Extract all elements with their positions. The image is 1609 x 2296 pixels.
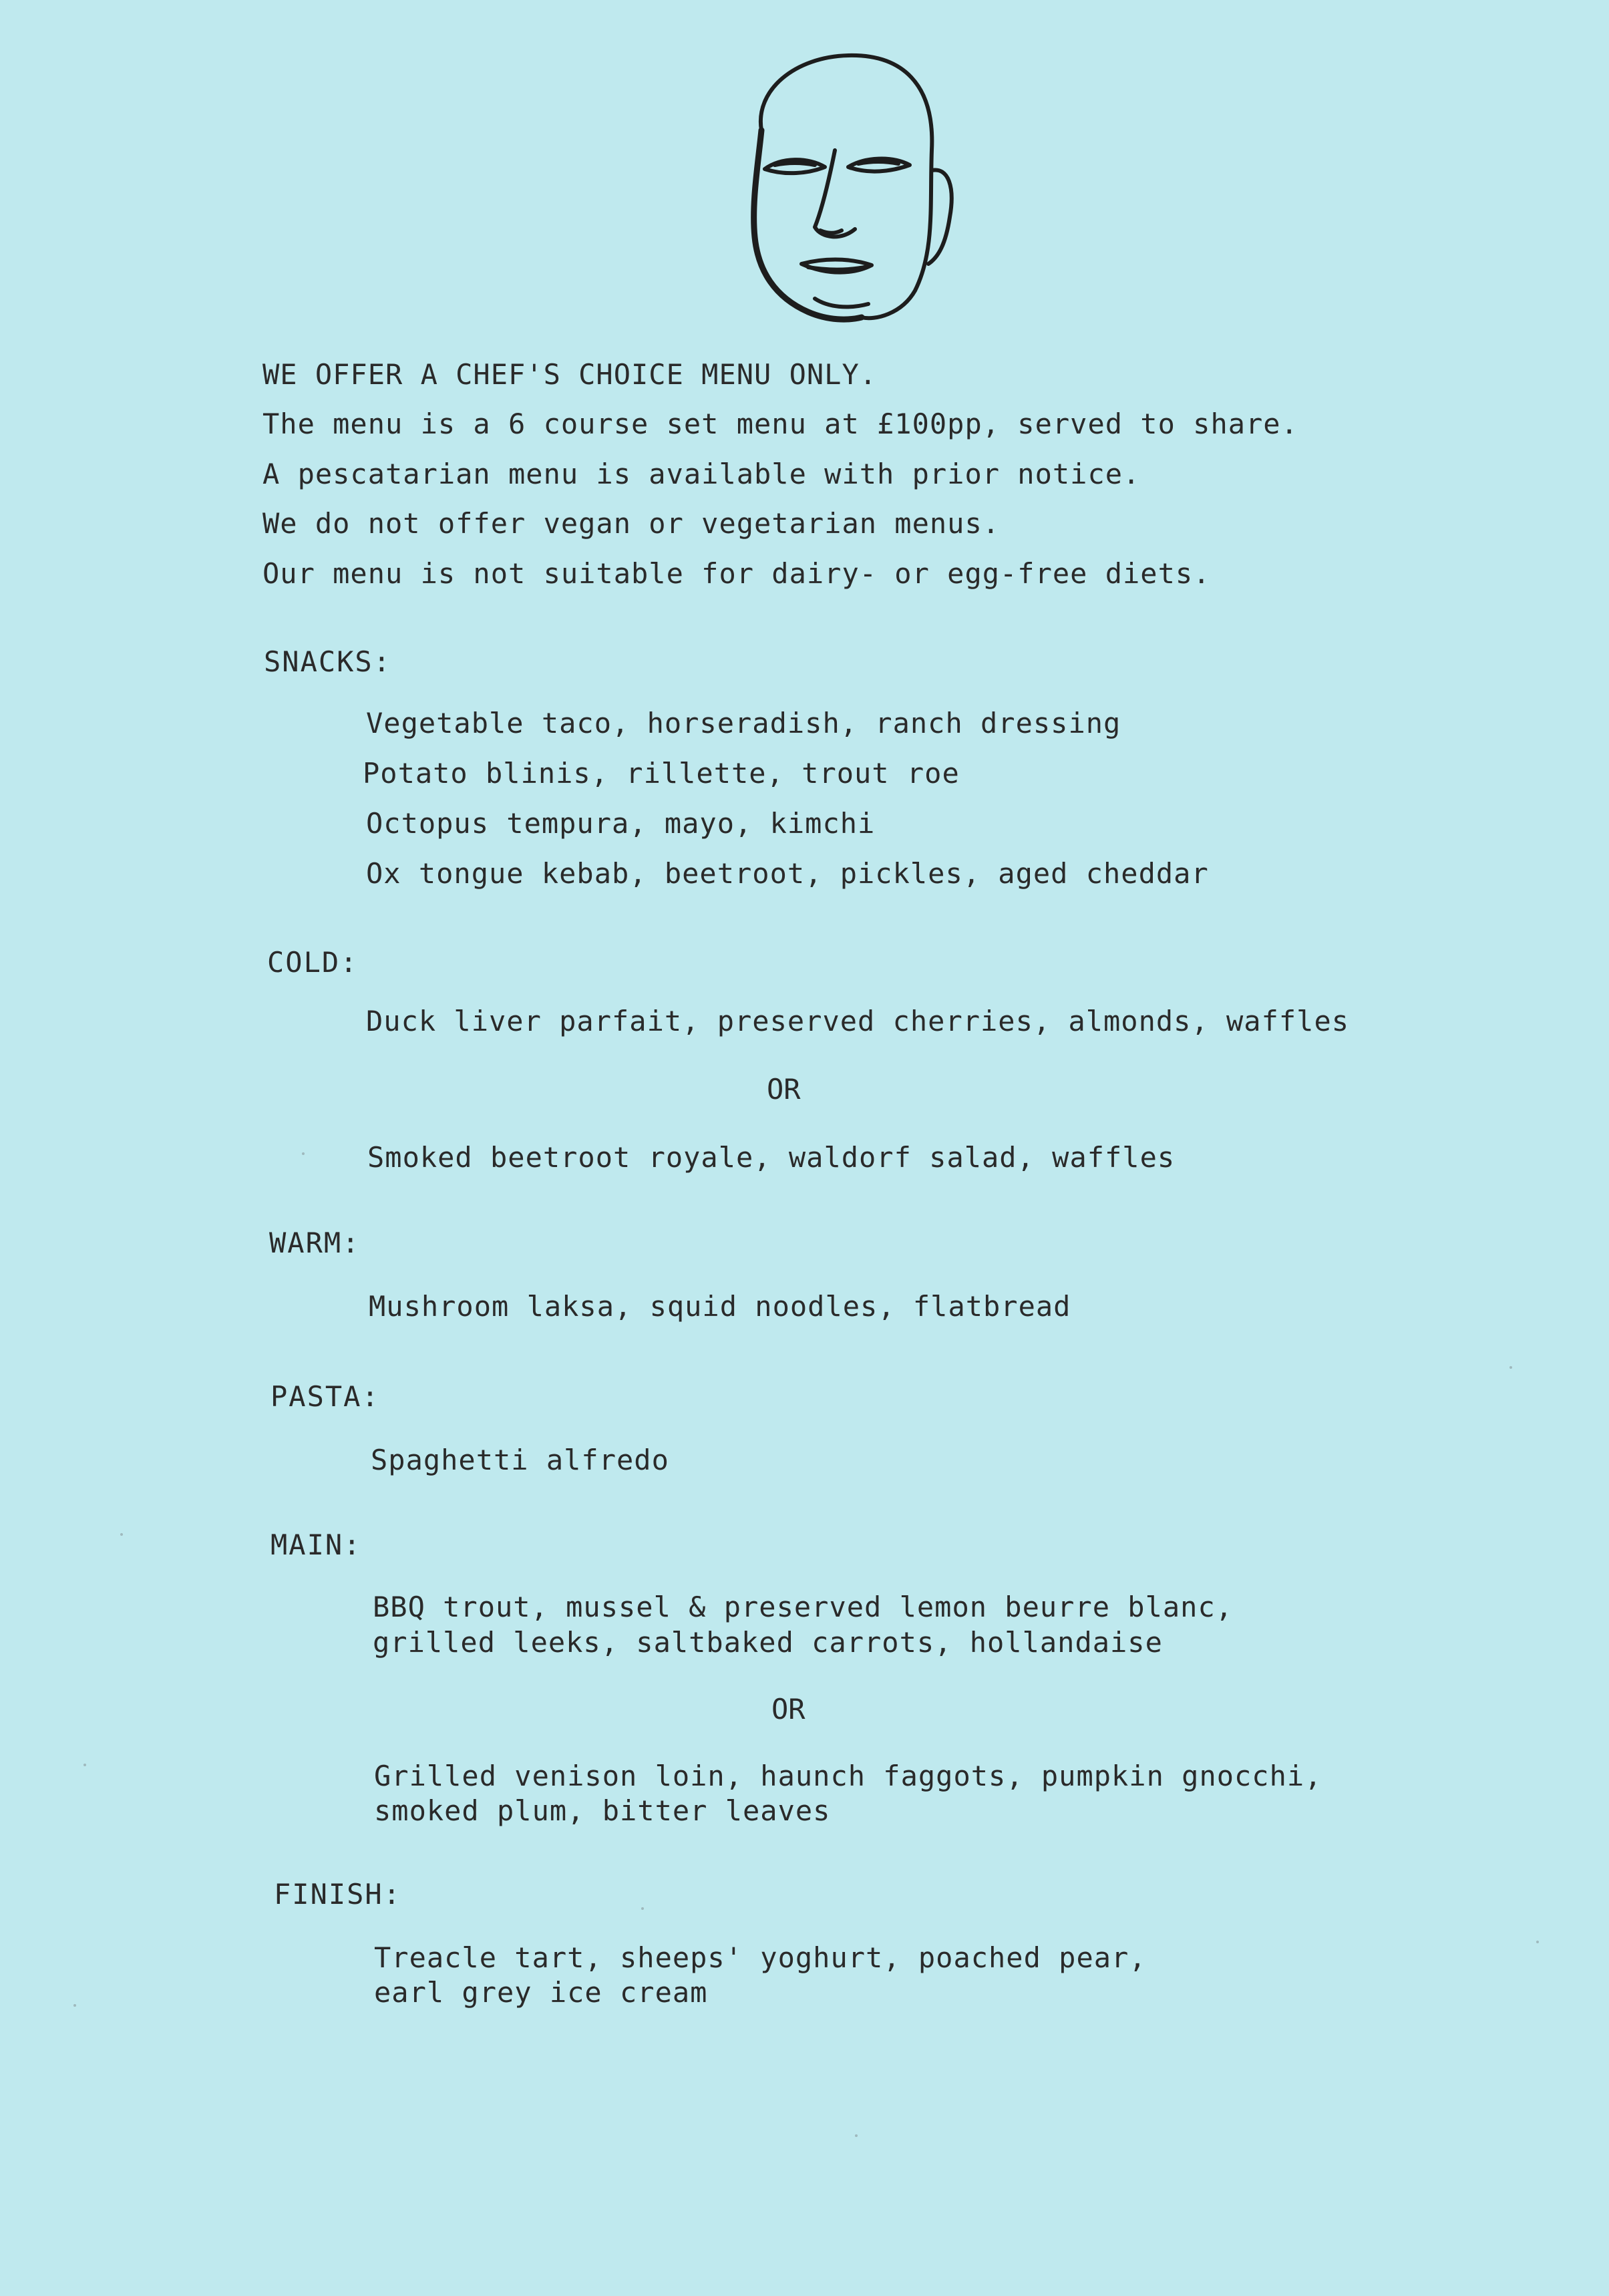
intro-line-3: A pescatarian menu is available with prior notice. — [262, 458, 1141, 490]
cold-option-1: Duck liver parfait, preserved cherries, almonds, waffles — [366, 1005, 1350, 1037]
finish-line-1: Treacle tart, sheeps' yoghurt, poached pear, — [374, 1941, 1147, 1974]
paper-speck — [302, 1152, 305, 1155]
cold-or-divider: OR — [767, 1073, 801, 1106]
main-option-1-line-2: grilled leeks, saltbaked carrots, hollandaise — [373, 1626, 1163, 1659]
cold-heading: COLD: — [267, 946, 359, 979]
warm-heading: WARM: — [269, 1226, 361, 1259]
paper-speck — [73, 2004, 76, 2007]
paper-speck — [641, 1907, 644, 1910]
warm-item: Mushroom laksa, squid noodles, flatbread — [369, 1290, 1071, 1323]
face-sketch-icon — [735, 50, 962, 331]
main-option-1-line-1: BBQ trout, mussel & preserved lemon beurre blanc, — [373, 1591, 1234, 1623]
finish-line-2: earl grey ice cream — [374, 1976, 708, 2009]
paper-speck — [83, 1764, 86, 1766]
pasta-item: Spaghetti alfredo — [371, 1444, 669, 1476]
intro-line-2: The menu is a 6 course set menu at £100pp, served to share. — [262, 407, 1298, 440]
snacks-heading: SNACKS: — [264, 645, 392, 678]
snacks-item: Potato blinis, rillette, trout roe — [363, 757, 960, 790]
pasta-heading: PASTA: — [271, 1380, 380, 1413]
main-option-2-line-1: Grilled venison loin, haunch faggots, pumpkin gnocchi, — [374, 1760, 1322, 1792]
intro-line-4: We do not offer vegan or vegetarian menus. — [262, 507, 1001, 540]
main-option-2-line-2: smoked plum, bitter leaves — [374, 1794, 831, 1827]
paper-speck — [855, 2134, 858, 2137]
main-or-divider: OR — [771, 1693, 806, 1726]
finish-heading: FINISH: — [274, 1878, 402, 1911]
snacks-item: Vegetable taco, horseradish, ranch dressing — [366, 707, 1121, 740]
cold-option-2: Smoked beetroot royale, waldorf salad, waffles — [367, 1141, 1176, 1174]
intro-line-5: Our menu is not suitable for dairy- or egg-free diets. — [262, 557, 1211, 590]
intro-line-1: WE OFFER A CHEF'S CHOICE MENU ONLY. — [262, 358, 878, 391]
snacks-item: Octopus tempura, mayo, kimchi — [366, 807, 876, 840]
paper-speck — [120, 1533, 123, 1536]
snacks-item: Ox tongue kebab, beetroot, pickles, aged cheddar — [366, 857, 1209, 890]
paper-speck — [1536, 1941, 1539, 1943]
main-heading: MAIN: — [271, 1528, 362, 1561]
paper-speck — [1509, 1366, 1512, 1369]
